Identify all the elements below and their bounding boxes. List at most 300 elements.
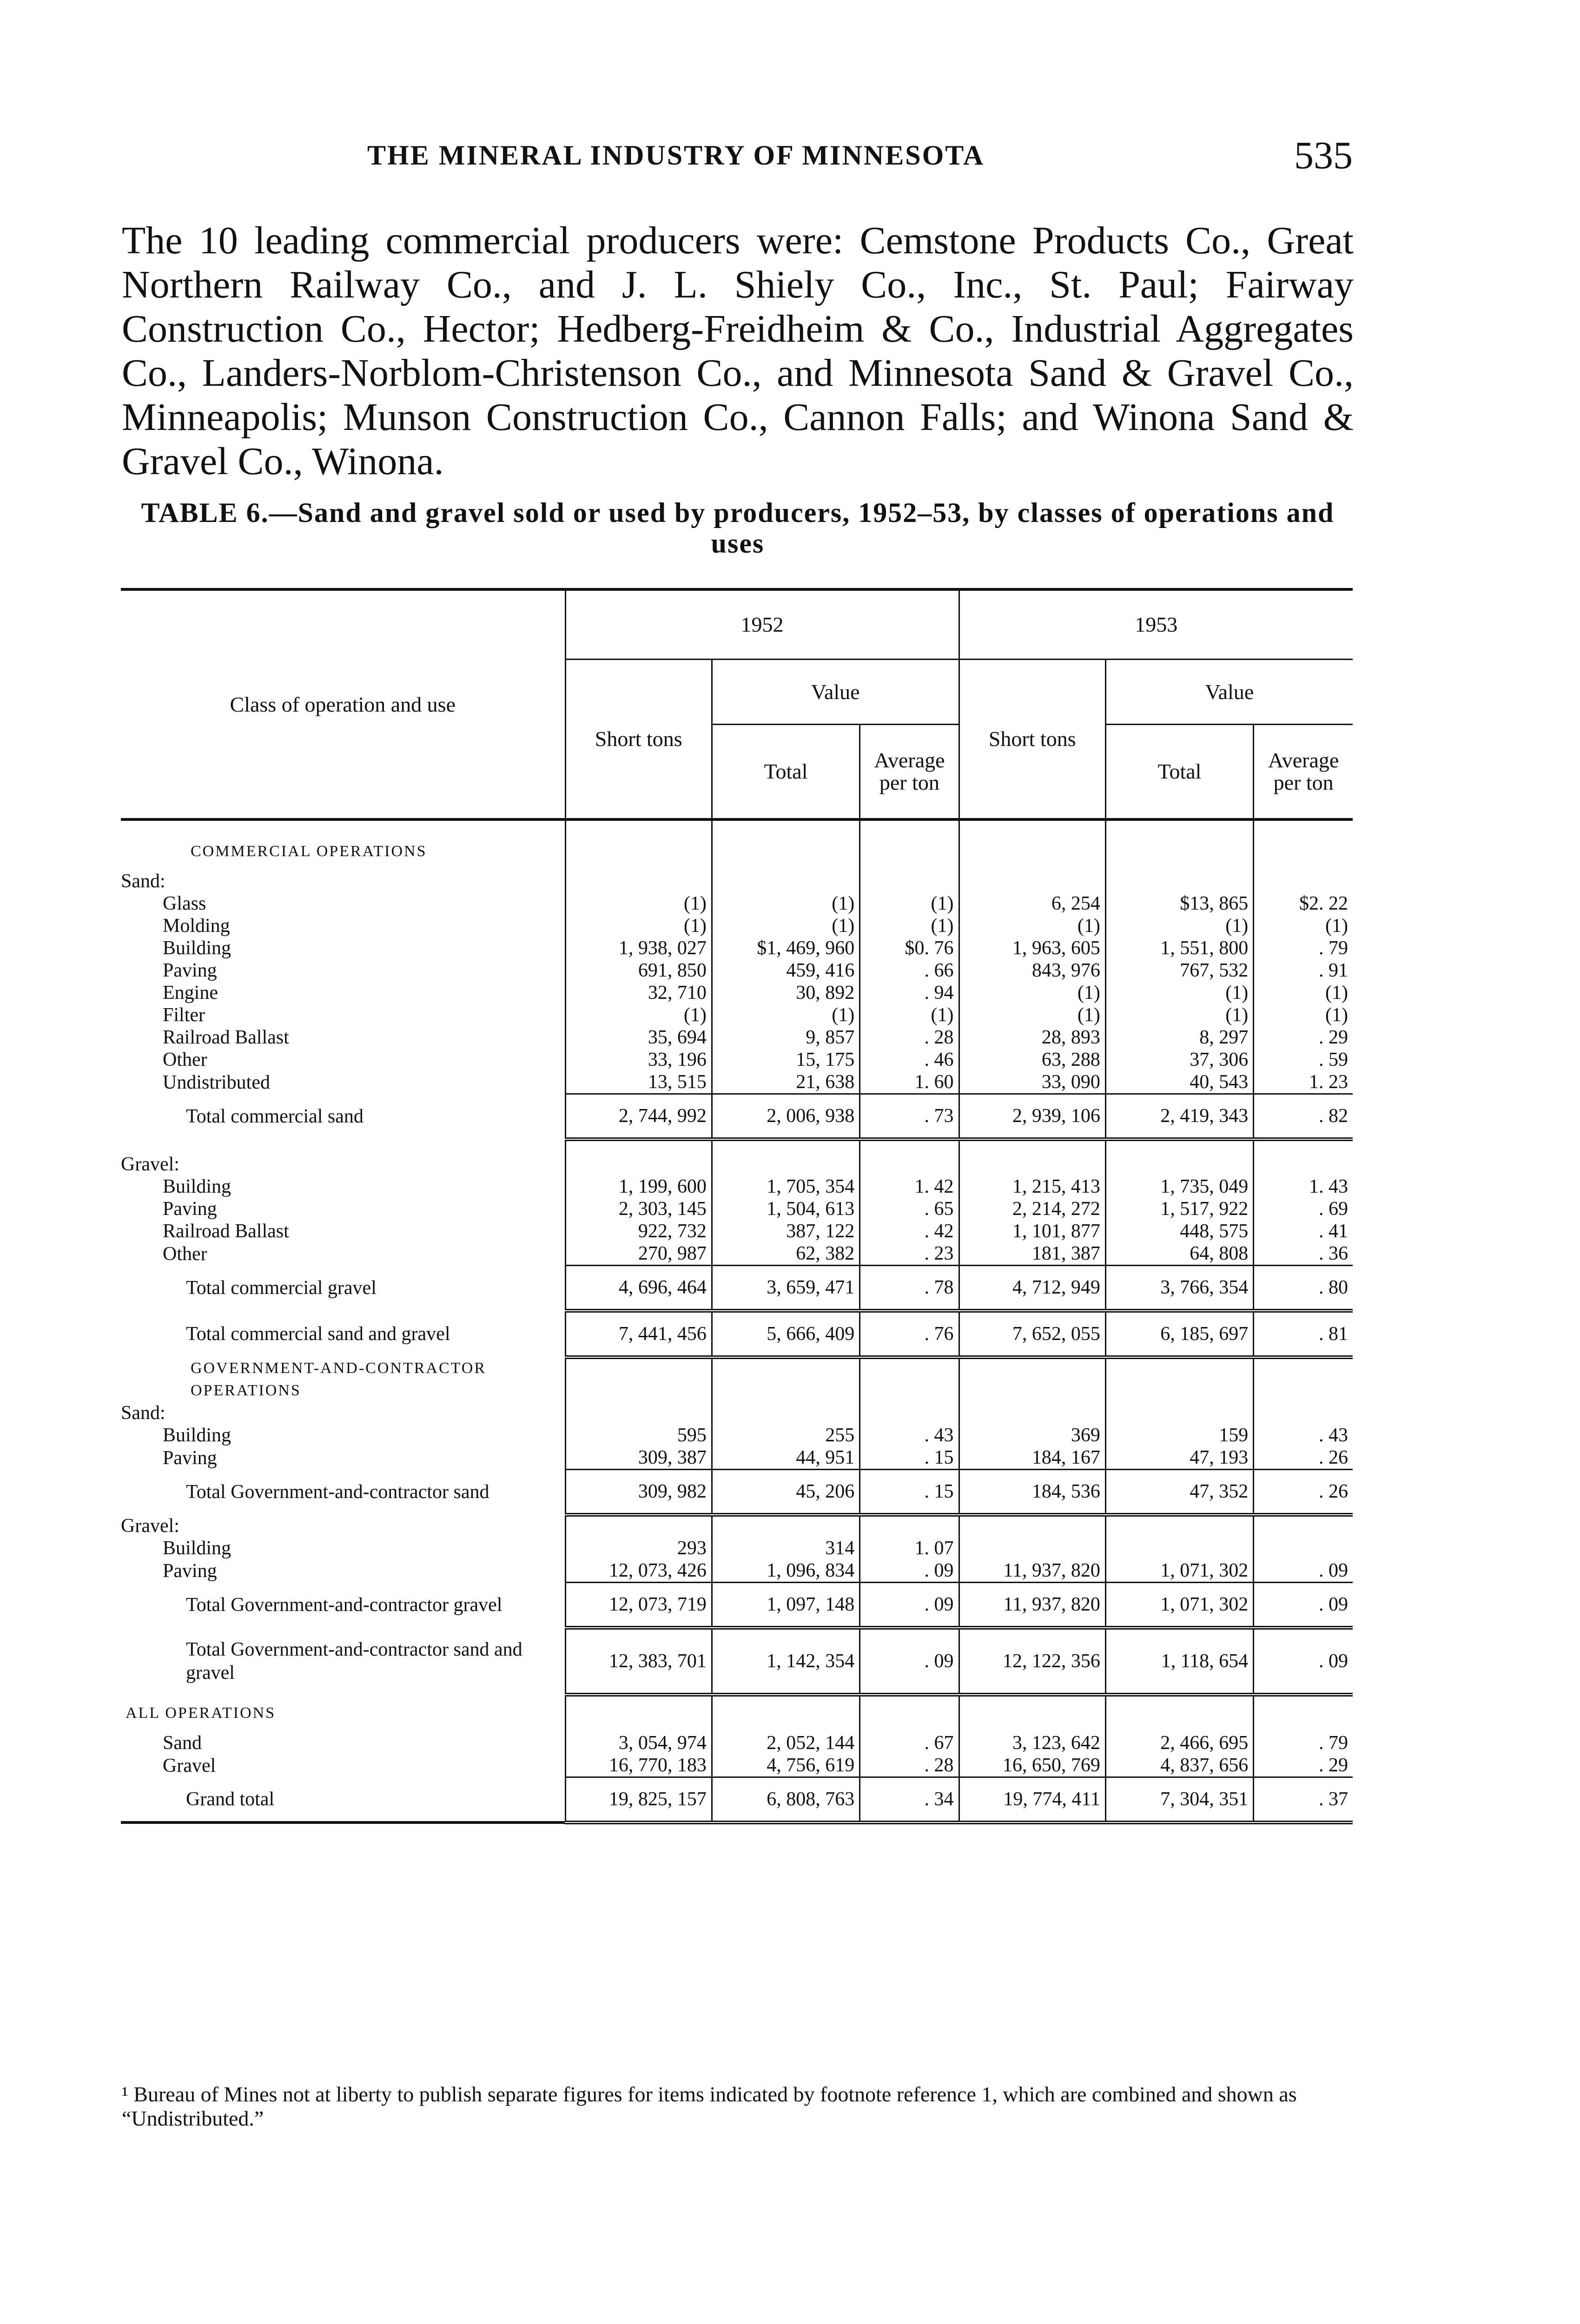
value-cell: 5, 666, 409: [712, 1311, 859, 1357]
row-label: Other: [163, 1243, 207, 1265]
section-row: [121, 833, 1353, 870]
table-header: [121, 589, 1353, 819]
value-cell: 843, 976: [959, 959, 1105, 982]
value-cell: 1, 963, 605: [959, 937, 1105, 959]
value-cell: 13, 515: [565, 1071, 712, 1094]
value-cell: . 26: [1254, 1470, 1353, 1515]
row-label: Engine: [163, 982, 218, 1004]
intro-paragraph: The 10 leading commercial producers were: Cemstone Products Co., Great Northern Railway Co., and J. L. Shiely Co., Inc., St. Paul; Fairway Construction Co., Hector; Hedberg-Freidheim & Co., Industrial Aggregates Co., Landers-Norblom-Christenson Co., and Minnesota Sand & Gravel Co., Minneapolis; Munson Construction Co., Cannon Falls; and Winona Sand & Gravel Co., Winona.: [122, 219, 1354, 483]
value-cell: 2, 466, 695: [1105, 1732, 1253, 1754]
empty-cell: [959, 870, 1105, 892]
value-cell: . 59: [1254, 1049, 1353, 1071]
table-row: [121, 1583, 1353, 1628]
value-cell: 595: [565, 1424, 712, 1446]
empty-cell: [959, 1357, 1105, 1402]
table-row: [121, 1311, 1353, 1357]
value-cell: . 82: [1254, 1094, 1353, 1140]
value-cell: (1): [959, 915, 1105, 937]
row-label: Undistributed: [163, 1071, 270, 1093]
running-title: THE MINERAL INDUSTRY OF MINNESOTA: [367, 140, 985, 171]
value-cell: 64, 808: [1105, 1242, 1253, 1266]
empty-cell: [712, 1402, 859, 1424]
row-label: Building: [163, 1176, 231, 1197]
empty-cell: [1254, 1515, 1353, 1537]
group-row: [121, 1515, 1353, 1537]
table-row: [121, 1049, 1353, 1071]
value-cell: 691, 850: [565, 959, 712, 982]
total-label: Total Government-and-contractor gravel: [186, 1594, 502, 1616]
value-cell: . 09: [1254, 1583, 1353, 1628]
value-cell: 28, 893: [959, 1026, 1105, 1049]
value-cell: . 26: [1254, 1446, 1353, 1470]
value-cell: 184, 536: [959, 1470, 1105, 1515]
value-cell: 4, 837, 656: [1105, 1754, 1253, 1777]
value-cell: (1): [565, 892, 712, 915]
total-label: Total commercial gravel: [186, 1277, 377, 1299]
value-cell: 7, 441, 456: [565, 1311, 712, 1357]
value-cell: . 66: [860, 959, 959, 982]
empty-cell: [712, 1139, 859, 1153]
empty-cell: [959, 1139, 1105, 1153]
spacer-cell: [121, 819, 565, 833]
group-label: Sand:: [121, 1402, 165, 1424]
header-total-1953: Total: [1105, 724, 1253, 819]
value-cell: 35, 694: [565, 1026, 712, 1049]
value-cell: 3, 659, 471: [712, 1266, 859, 1311]
value-cell: 9, 857: [712, 1026, 859, 1049]
empty-cell: [959, 819, 1105, 833]
header-short-tons-1953: Short tons: [959, 659, 1105, 819]
table-row: [121, 1424, 1353, 1446]
value-cell: 1, 071, 302: [1105, 1583, 1253, 1628]
value-cell: (1): [1105, 1004, 1253, 1026]
section-row: [121, 1357, 1353, 1402]
table-row: [121, 1026, 1353, 1049]
value-cell: 2, 052, 144: [712, 1732, 859, 1754]
table-row: [121, 1470, 1353, 1515]
value-cell: 2, 419, 343: [1105, 1094, 1253, 1140]
empty-cell: [860, 819, 959, 833]
value-cell: 1, 096, 834: [712, 1559, 859, 1583]
value-cell: 387, 122: [712, 1220, 859, 1242]
value-cell: 44, 951: [712, 1446, 859, 1470]
group-row: [121, 1402, 1353, 1424]
value-cell: . 29: [1254, 1754, 1353, 1777]
group-label: Sand:: [121, 871, 165, 892]
empty-cell: [860, 1515, 959, 1537]
value-cell: 7, 304, 351: [1105, 1777, 1253, 1823]
value-cell: 314: [712, 1537, 859, 1559]
value-cell: 3, 054, 974: [565, 1732, 712, 1754]
section-all: ALL OPERATIONS: [126, 1704, 276, 1722]
empty-cell: [1254, 1695, 1353, 1732]
value-cell: 1, 097, 148: [712, 1583, 859, 1628]
total-label: Total Government-and-contractor sand and gravel: [186, 1639, 522, 1684]
footnote: ¹ Bureau of Mines not at liberty to publish separate figures for items indicated by footnote reference 1, which are combined and shown as “Undistributed.”: [122, 2082, 1297, 2130]
empty-cell: [1254, 1357, 1353, 1402]
row-label: Molding: [163, 915, 230, 937]
empty-cell: [565, 1695, 712, 1732]
empty-cell: [1254, 1139, 1353, 1153]
value-cell: 1. 23: [1254, 1071, 1353, 1094]
table-row: [121, 1559, 1353, 1583]
value-cell: 4, 696, 464: [565, 1266, 712, 1311]
table-row: [121, 982, 1353, 1004]
value-cell: (1): [565, 1004, 712, 1026]
value-cell: 3, 766, 354: [1105, 1266, 1253, 1311]
value-cell: 448, 575: [1105, 1220, 1253, 1242]
value-cell: 6, 254: [959, 892, 1105, 915]
value-cell: 1, 118, 654: [1105, 1628, 1253, 1695]
value-cell: . 15: [860, 1470, 959, 1515]
value-cell: (1): [1105, 915, 1253, 937]
value-cell: 767, 532: [1105, 959, 1253, 982]
value-cell: 1, 504, 613: [712, 1198, 859, 1220]
value-cell: 2, 006, 938: [712, 1094, 859, 1140]
value-cell: . 28: [860, 1754, 959, 1777]
value-cell: (1): [1254, 982, 1353, 1004]
empty-cell: [860, 1402, 959, 1424]
value-cell: 19, 774, 411: [959, 1777, 1105, 1823]
section-government: GOVERNMENT-AND-CONTRACTOR OPERATIONS: [191, 1360, 487, 1399]
total-label: Total commercial sand and gravel: [186, 1323, 450, 1345]
value-cell: 4, 756, 619: [712, 1754, 859, 1777]
page-number: 535: [1294, 134, 1353, 177]
value-cell: 1. 43: [1254, 1175, 1353, 1198]
value-cell: 309, 387: [565, 1446, 712, 1470]
row-label: Paving: [163, 1447, 217, 1469]
header-avg-1953: Average per ton: [1254, 724, 1353, 819]
header-short-tons-1952: Short tons: [565, 659, 712, 819]
value-cell: 19, 825, 157: [565, 1777, 712, 1823]
value-cell: (1): [959, 1004, 1105, 1026]
value-cell: 2, 939, 106: [959, 1094, 1105, 1140]
empty-cell: [1254, 819, 1353, 833]
value-cell: . 81: [1254, 1311, 1353, 1357]
empty-cell: [860, 1357, 959, 1402]
value-cell: 63, 288: [959, 1049, 1105, 1071]
empty-cell: [565, 1515, 712, 1537]
table-row: [121, 1266, 1353, 1311]
empty-cell: [712, 1515, 859, 1537]
spacer-row: [121, 819, 1353, 833]
empty-cell: [1105, 833, 1253, 870]
group-label: Gravel:: [121, 1154, 179, 1175]
table-row: [121, 1004, 1353, 1026]
value-cell: 1, 071, 302: [1105, 1559, 1253, 1583]
value-cell: 40, 543: [1105, 1071, 1253, 1094]
value-cell: . 67: [860, 1732, 959, 1754]
value-cell: . 09: [860, 1628, 959, 1695]
row-label: Filter: [163, 1004, 205, 1026]
value-cell: . 65: [860, 1198, 959, 1220]
value-cell: . 46: [860, 1049, 959, 1071]
value-cell: 6, 808, 763: [712, 1777, 859, 1823]
empty-cell: [1105, 1357, 1253, 1402]
table-row: [121, 937, 1353, 959]
empty-cell: [565, 1402, 712, 1424]
table-row: [121, 1175, 1353, 1198]
empty-cell: [565, 1357, 712, 1402]
empty-cell: [860, 833, 959, 870]
header-year-1953: 1953: [959, 589, 1353, 659]
value-cell: . 23: [860, 1242, 959, 1266]
value-cell: 309, 982: [565, 1470, 712, 1515]
table-row: [121, 1071, 1353, 1094]
value-cell: $13, 865: [1105, 892, 1253, 915]
empty-cell: [565, 1139, 712, 1153]
value-cell: 1, 938, 027: [565, 937, 712, 959]
value-cell: 181, 387: [959, 1242, 1105, 1266]
value-cell: 16, 650, 769: [959, 1754, 1105, 1777]
empty-cell: [712, 1695, 859, 1732]
empty-cell: [959, 1515, 1105, 1537]
value-cell: . 79: [1254, 937, 1353, 959]
value-cell: 21, 638: [712, 1071, 859, 1094]
row-label: Paving: [163, 1198, 217, 1220]
table-row: [121, 1628, 1353, 1695]
value-cell: 12, 383, 701: [565, 1628, 712, 1695]
empty-cell: [959, 833, 1105, 870]
value-cell: 12, 122, 356: [959, 1628, 1105, 1695]
empty-cell: [712, 833, 859, 870]
table-row: [121, 1446, 1353, 1470]
value-cell: $0. 76: [860, 937, 959, 959]
row-label: Building: [163, 938, 231, 959]
row-label: Building: [163, 1425, 231, 1446]
table-row: [121, 1732, 1353, 1754]
value-cell: 1, 551, 800: [1105, 937, 1253, 959]
row-label: Building: [163, 1538, 231, 1559]
row-label: Other: [163, 1049, 207, 1070]
empty-cell: [1105, 1153, 1253, 1175]
value-cell: 8, 297: [1105, 1026, 1253, 1049]
section-row: [121, 1695, 1353, 1732]
row-label: Paving: [163, 1560, 217, 1582]
value-cell: . 09: [1254, 1559, 1353, 1583]
table-row: [121, 1094, 1353, 1140]
value-cell: 32, 710: [565, 982, 712, 1004]
empty-cell: [1105, 1515, 1253, 1537]
value-cell: 1. 07: [860, 1537, 959, 1559]
value-cell: . 43: [860, 1424, 959, 1446]
value-cell: 1, 215, 413: [959, 1175, 1105, 1198]
empty-cell: [565, 819, 712, 833]
total-label: Total Government-and-contractor sand: [186, 1481, 489, 1503]
empty-cell: [860, 1139, 959, 1153]
value-cell: (1): [860, 915, 959, 937]
value-cell: 33, 090: [959, 1071, 1105, 1094]
total-label: Total commercial sand: [186, 1106, 364, 1128]
value-cell: . 09: [1254, 1628, 1353, 1695]
table-row: [121, 1537, 1353, 1559]
value-cell: (1): [565, 915, 712, 937]
value-cell: $2. 22: [1254, 892, 1353, 915]
section-commercial: COMMERCIAL OPERATIONS: [191, 843, 427, 860]
value-cell: 33, 196: [565, 1049, 712, 1071]
value-cell: . 43: [1254, 1424, 1353, 1446]
value-cell: 62, 382: [712, 1242, 859, 1266]
empty-cell: [1254, 870, 1353, 892]
value-cell: 37, 306: [1105, 1049, 1253, 1071]
group-label: Gravel:: [121, 1515, 179, 1537]
value-cell: . 94: [860, 982, 959, 1004]
value-cell: . 91: [1254, 959, 1353, 982]
value-cell: 369: [959, 1424, 1105, 1446]
value-cell: (1): [1254, 1004, 1353, 1026]
value-cell: (1): [712, 915, 859, 937]
value-cell: 15, 175: [712, 1049, 859, 1071]
value-cell: 1, 735, 049: [1105, 1175, 1253, 1198]
value-cell: 7, 652, 055: [959, 1311, 1105, 1357]
empty-cell: [1254, 1402, 1353, 1424]
empty-cell: [860, 870, 959, 892]
empty-cell: [959, 1153, 1105, 1175]
value-cell: 2, 744, 992: [565, 1094, 712, 1140]
value-cell: [1254, 1537, 1353, 1559]
empty-cell: [1105, 819, 1253, 833]
header-year-1952: 1952: [565, 589, 959, 659]
value-cell: 47, 352: [1105, 1470, 1253, 1515]
value-cell: (1): [959, 982, 1105, 1004]
empty-cell: [565, 833, 712, 870]
value-cell: 1, 101, 877: [959, 1220, 1105, 1242]
empty-cell: [1254, 833, 1353, 870]
header-total-1952: Total: [712, 724, 859, 819]
value-cell: 922, 732: [565, 1220, 712, 1242]
table-row: [121, 1754, 1353, 1777]
value-cell: 159: [1105, 1424, 1253, 1446]
table-title: TABLE 6.—Sand and gravel sold or used by producers, 1952–53, by classes of operations and uses: [141, 497, 1335, 559]
value-cell: . 42: [860, 1220, 959, 1242]
value-cell: 1. 42: [860, 1175, 959, 1198]
value-cell: . 73: [860, 1094, 959, 1140]
table-row: [121, 959, 1353, 982]
value-cell: (1): [712, 892, 859, 915]
value-cell: 45, 206: [712, 1470, 859, 1515]
value-cell: 255: [712, 1424, 859, 1446]
value-cell: . 41: [1254, 1220, 1353, 1242]
table-row: [121, 1777, 1353, 1823]
value-cell: 1, 705, 354: [712, 1175, 859, 1198]
value-cell: (1): [860, 892, 959, 915]
group-row: [121, 1153, 1353, 1175]
value-cell: 184, 167: [959, 1446, 1105, 1470]
row-label: Paving: [163, 960, 217, 981]
empty-cell: [1105, 1402, 1253, 1424]
value-cell: 4, 712, 949: [959, 1266, 1105, 1311]
value-cell: . 15: [860, 1446, 959, 1470]
value-cell: . 37: [1254, 1777, 1353, 1823]
value-cell: 11, 937, 820: [959, 1583, 1105, 1628]
spacer-cell: [121, 1139, 565, 1153]
table-row: [121, 892, 1353, 915]
empty-cell: [959, 1695, 1105, 1732]
value-cell: [959, 1537, 1105, 1559]
value-cell: 2, 214, 272: [959, 1198, 1105, 1220]
value-cell: . 80: [1254, 1266, 1353, 1311]
empty-cell: [1105, 1139, 1253, 1153]
table-row: [121, 1198, 1353, 1220]
value-cell: . 29: [1254, 1026, 1353, 1049]
empty-cell: [565, 870, 712, 892]
value-cell: $1, 469, 960: [712, 937, 859, 959]
value-cell: (1): [1254, 915, 1353, 937]
row-label: Railroad Ballast: [163, 1027, 289, 1048]
table-row: [121, 915, 1353, 937]
value-cell: . 69: [1254, 1198, 1353, 1220]
empty-cell: [1105, 870, 1253, 892]
sand-gravel-table: [121, 588, 1353, 1824]
group-row: [121, 870, 1353, 892]
value-cell: 16, 770, 183: [565, 1754, 712, 1777]
value-cell: 12, 073, 719: [565, 1583, 712, 1628]
empty-cell: [1254, 1153, 1353, 1175]
value-cell: 1. 60: [860, 1071, 959, 1094]
row-label: Railroad Ballast: [163, 1221, 289, 1242]
value-cell: . 79: [1254, 1732, 1353, 1754]
value-cell: . 34: [860, 1777, 959, 1823]
empty-cell: [860, 1153, 959, 1175]
empty-cell: [959, 1402, 1105, 1424]
header-avg-1952: Average per ton: [860, 724, 959, 819]
value-cell: 47, 193: [1105, 1446, 1253, 1470]
value-cell: . 28: [860, 1026, 959, 1049]
header-value-1953: Value: [1105, 659, 1353, 724]
value-cell: 1, 142, 354: [712, 1628, 859, 1695]
data-table-container: [121, 588, 1353, 1824]
table-row: [121, 1220, 1353, 1242]
value-cell: 1, 199, 600: [565, 1175, 712, 1198]
value-cell: (1): [860, 1004, 959, 1026]
table-row: [121, 1242, 1353, 1266]
value-cell: 6, 185, 697: [1105, 1311, 1253, 1357]
spacer-row: [121, 1139, 1353, 1153]
header-value-1952: Value: [712, 659, 959, 724]
value-cell: . 09: [860, 1559, 959, 1583]
value-cell: (1): [1105, 982, 1253, 1004]
page-header: [121, 134, 1353, 191]
empty-cell: [1105, 1695, 1253, 1732]
empty-cell: [712, 819, 859, 833]
value-cell: . 76: [860, 1311, 959, 1357]
value-cell: 270, 987: [565, 1242, 712, 1266]
value-cell: . 09: [860, 1583, 959, 1628]
value-cell: 3, 123, 642: [959, 1732, 1105, 1754]
value-cell: 293: [565, 1537, 712, 1559]
total-label: Grand total: [121, 1777, 565, 1823]
value-cell: 2, 303, 145: [565, 1198, 712, 1220]
header-class-of-operation: Class of operation and use: [121, 589, 565, 819]
value-cell: . 36: [1254, 1242, 1353, 1266]
row-label: Glass: [163, 893, 206, 914]
table-body: [121, 819, 1353, 1822]
value-cell: 30, 892: [712, 982, 859, 1004]
row-label: Gravel: [163, 1755, 216, 1776]
value-cell: 1, 517, 922: [1105, 1198, 1253, 1220]
value-cell: 12, 073, 426: [565, 1559, 712, 1583]
empty-cell: [712, 1357, 859, 1402]
empty-cell: [565, 1153, 712, 1175]
value-cell: 459, 416: [712, 959, 859, 982]
value-cell: (1): [712, 1004, 859, 1026]
row-label: Sand: [163, 1732, 202, 1754]
value-cell: . 78: [860, 1266, 959, 1311]
empty-cell: [712, 1153, 859, 1175]
empty-cell: [712, 870, 859, 892]
value-cell: [1105, 1537, 1253, 1559]
value-cell: 11, 937, 820: [959, 1559, 1105, 1583]
